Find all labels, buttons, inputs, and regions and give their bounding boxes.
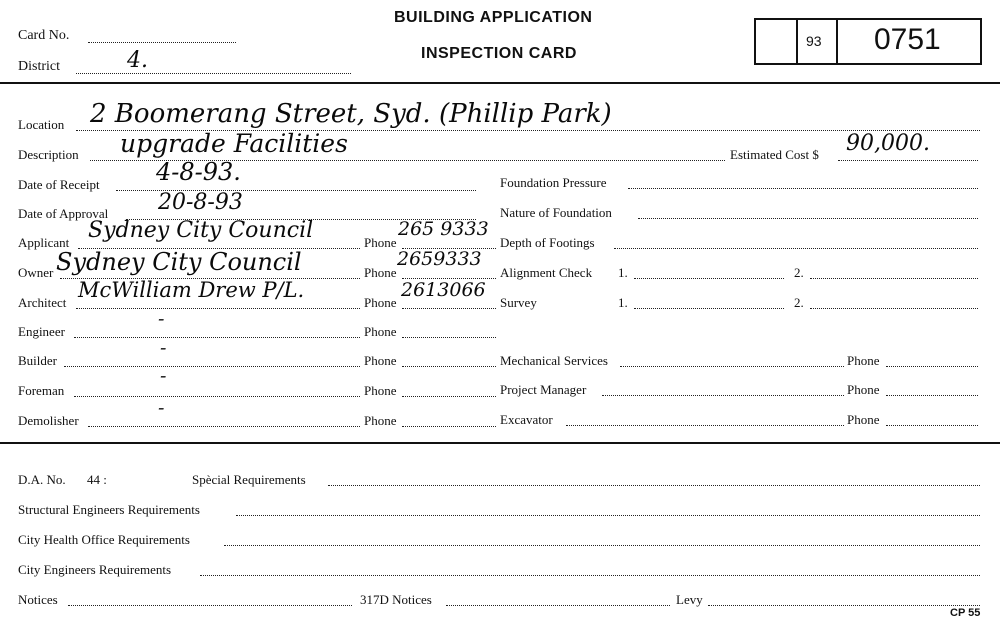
estimated-cost-line bbox=[838, 160, 978, 161]
engineer-label: Engineer bbox=[18, 324, 65, 339]
date-of-receipt-label: Date of Receipt bbox=[18, 177, 100, 192]
estimated-cost-label: Estimated Cost $ bbox=[730, 147, 819, 162]
architect-label: Architect bbox=[18, 295, 67, 310]
demolisher-label: Demolisher bbox=[18, 413, 79, 428]
foundation-pressure-label: Foundation Pressure bbox=[500, 175, 607, 190]
city-engineers-label: City Engineers Requirements bbox=[18, 562, 172, 577]
structural-engineers-line bbox=[236, 515, 980, 516]
builder-phone-line bbox=[402, 366, 496, 367]
description-value: upgrade Facilities bbox=[120, 129, 348, 158]
demolisher-value: - bbox=[158, 397, 165, 419]
mechanical-services-line bbox=[620, 366, 844, 367]
survey-1-label: 1. bbox=[618, 295, 628, 310]
structural-engineers-label: Structural Engineers Requirements bbox=[18, 502, 200, 517]
survey-label: Survey bbox=[500, 295, 537, 310]
city-health-line bbox=[224, 545, 980, 546]
reference-box-divider bbox=[796, 20, 798, 63]
header-divider bbox=[0, 82, 1000, 84]
mechanical-services-label: Mechanical Services bbox=[500, 353, 608, 368]
owner-phone-value: 2659333 bbox=[397, 248, 482, 270]
reference-prefix: 93 bbox=[806, 33, 822, 49]
builder-value: - bbox=[160, 337, 167, 359]
date-of-approval-value: 20-8-93 bbox=[158, 190, 243, 215]
project-manager-line bbox=[602, 395, 844, 396]
location-label: Location bbox=[18, 117, 65, 132]
applicant-label: Applicant bbox=[18, 235, 70, 250]
architect-phone-value: 2613066 bbox=[401, 279, 486, 301]
district-line bbox=[76, 73, 351, 74]
alignment-check-label: Alignment Check bbox=[500, 265, 593, 280]
owner-phone-label: Phone bbox=[364, 265, 397, 280]
builder-label: Builder bbox=[18, 353, 57, 368]
foreman-phone-line bbox=[402, 396, 496, 397]
reference-number: 0751 bbox=[874, 23, 941, 56]
demolisher-phone-line bbox=[402, 426, 496, 427]
alignment-check-1-line bbox=[634, 278, 784, 279]
mechanical-services-phone-line bbox=[886, 366, 978, 367]
notices-317d-label: 317D Notices bbox=[360, 592, 432, 607]
excavator-line bbox=[566, 425, 844, 426]
form-subtitle: INSPECTION CARD bbox=[421, 45, 577, 62]
survey-2-label: 2. bbox=[794, 295, 804, 310]
builder-line bbox=[64, 366, 360, 367]
special-requirements-line bbox=[328, 485, 980, 486]
alignment-check-1-label: 1. bbox=[618, 265, 628, 280]
depth-of-footings-line bbox=[614, 248, 978, 249]
card-no-line bbox=[88, 42, 236, 43]
project-manager-phone-line bbox=[886, 395, 978, 396]
foreman-phone-label: Phone bbox=[364, 383, 397, 398]
engineer-line bbox=[74, 337, 360, 338]
architect-phone-line bbox=[402, 308, 496, 309]
excavator-label: Excavator bbox=[500, 412, 553, 427]
date-of-approval-label: Date of Approval bbox=[18, 206, 109, 221]
engineer-phone-line bbox=[402, 337, 496, 338]
demolisher-line bbox=[88, 426, 360, 427]
notices-line bbox=[68, 605, 352, 606]
engineer-value: - bbox=[158, 308, 165, 330]
da-no-value: 44 : bbox=[87, 472, 107, 487]
architect-phone-label: Phone bbox=[364, 295, 397, 310]
engineer-phone-label: Phone bbox=[364, 324, 397, 339]
date-of-receipt-value: 4-8-93. bbox=[156, 158, 241, 186]
applicant-value: Sydney City Council bbox=[88, 218, 314, 243]
project-manager-phone-label: Phone bbox=[847, 382, 880, 397]
special-requirements-label: Spècial Requirements bbox=[192, 472, 306, 487]
notices-label: Notices bbox=[18, 592, 58, 607]
mechanical-services-phone-label: Phone bbox=[847, 353, 880, 368]
architect-value: McWilliam Drew P/L. bbox=[78, 278, 305, 302]
district-value: 4. bbox=[127, 48, 148, 73]
owner-label: Owner bbox=[18, 265, 54, 280]
alignment-check-2-line bbox=[810, 278, 978, 279]
excavator-phone-label: Phone bbox=[847, 412, 880, 427]
foreman-label: Foreman bbox=[18, 383, 65, 398]
alignment-check-2-label: 2. bbox=[794, 265, 804, 280]
description-label: Description bbox=[18, 147, 79, 162]
section-divider bbox=[0, 442, 1000, 444]
estimated-cost-value: 90,000. bbox=[846, 131, 930, 156]
location-value: 2 Boomerang Street, Syd. (Phillip Park) bbox=[90, 99, 612, 129]
levy-line bbox=[708, 605, 980, 606]
reference-box bbox=[754, 18, 982, 65]
excavator-phone-line bbox=[886, 425, 978, 426]
survey-2-line bbox=[810, 308, 978, 309]
foreman-line bbox=[74, 396, 360, 397]
nature-of-foundation-line bbox=[638, 218, 978, 219]
owner-value: Sydney City Council bbox=[56, 248, 302, 276]
foundation-pressure-line bbox=[628, 188, 978, 189]
levy-label: Levy bbox=[676, 592, 703, 607]
applicant-phone-label: Phone bbox=[364, 235, 397, 250]
applicant-phone-value: 265 9333 bbox=[398, 218, 489, 240]
form-code: CP 55 bbox=[950, 607, 981, 619]
demolisher-phone-label: Phone bbox=[364, 413, 397, 428]
project-manager-label: Project Manager bbox=[500, 382, 587, 397]
nature-of-foundation-label: Nature of Foundation bbox=[500, 205, 612, 220]
city-health-label: City Health Office Requirements bbox=[18, 532, 190, 547]
builder-phone-label: Phone bbox=[364, 353, 397, 368]
da-no-label: D.A. No. bbox=[18, 472, 66, 487]
foreman-value: - bbox=[160, 365, 167, 387]
notices-317d-line bbox=[446, 605, 670, 606]
survey-1-line bbox=[634, 308, 784, 309]
district-label: District bbox=[18, 59, 60, 74]
city-engineers-line bbox=[200, 575, 980, 576]
card-no-label: Card No. bbox=[18, 28, 70, 43]
architect-line bbox=[76, 308, 360, 309]
form-title: BUILDING APPLICATION bbox=[394, 9, 593, 26]
reference-box-divider bbox=[836, 20, 838, 63]
depth-of-footings-label: Depth of Footings bbox=[500, 235, 595, 250]
